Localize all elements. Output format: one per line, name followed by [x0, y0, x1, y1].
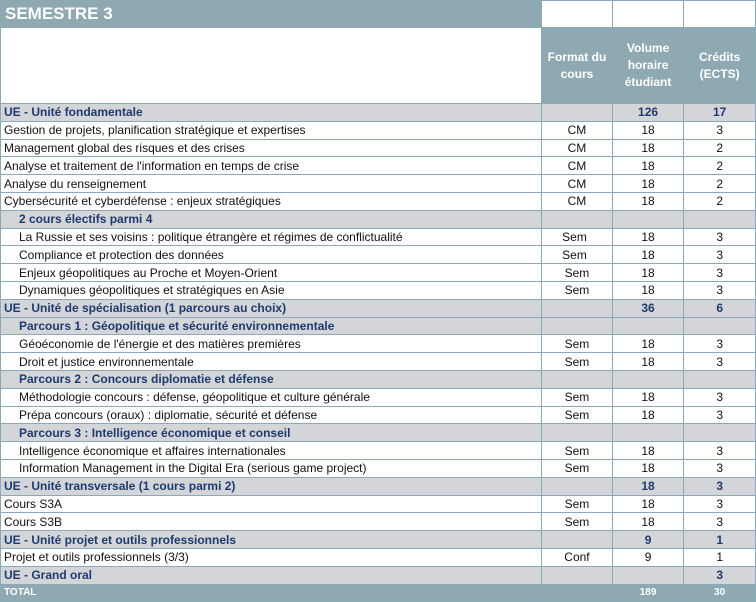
format-cell [542, 566, 613, 584]
format-cell: Sem [542, 513, 613, 531]
ue-row [1, 566, 756, 584]
format-cell: CM [542, 175, 613, 193]
course-row [1, 548, 756, 566]
total-row [1, 584, 756, 601]
row-label: La Russie et ses voisins : politique étrangère et régimes de conflictualité [1, 228, 542, 246]
course-row [1, 157, 756, 175]
credits-cell: 3 [684, 281, 756, 299]
row-label: Droit et justice environnementale [1, 353, 542, 371]
format-cell: CM [542, 121, 613, 139]
volume-cell: 18 [612, 228, 684, 246]
credits-cell: 3 [684, 121, 756, 139]
subheading-row [1, 317, 756, 335]
row-label: Cours S3A [1, 495, 542, 513]
row-label: UE - Unité transversale (1 cours parmi 2) [1, 477, 542, 495]
total-credits: 30 [684, 584, 756, 601]
credits-cell: 3 [684, 228, 756, 246]
row-label: UE - Grand oral [1, 566, 542, 584]
subheading-row [1, 370, 756, 388]
volume-cell: 9 [612, 548, 684, 566]
ue-row [1, 104, 756, 122]
format-cell: CM [542, 139, 613, 157]
total-volume: 189 [612, 584, 684, 601]
row-label: UE - Unité fondamentale [1, 104, 542, 122]
format-cell [542, 317, 613, 335]
row-label: Analyse du renseignement [1, 175, 542, 193]
format-cell: Sem [542, 459, 613, 477]
course-row [1, 513, 756, 531]
subheading-row [1, 210, 756, 228]
volume-cell: 18 [612, 157, 684, 175]
volume-cell: 18 [612, 264, 684, 282]
credits-cell: 1 [684, 548, 756, 566]
volume-column-header: Volume horaire étudiant [612, 28, 684, 104]
credits-cell: 3 [684, 406, 756, 424]
row-label: Méthodologie concours : défense, géopolitique et culture générale [1, 388, 542, 406]
format-cell: CM [542, 157, 613, 175]
volume-cell: 9 [612, 531, 684, 549]
volume-cell: 18 [612, 442, 684, 460]
volume-cell: 18 [612, 495, 684, 513]
row-label: Parcours 1 : Géopolitique et sécurité environnementale [1, 317, 542, 335]
volume-cell [612, 424, 684, 442]
volume-cell [612, 370, 684, 388]
format-cell: Sem [542, 246, 613, 264]
ue-row [1, 531, 756, 549]
row-label: Prépa concours (oraux) : diplomatie, sécurité et défense [1, 406, 542, 424]
format-cell: Sem [542, 228, 613, 246]
volume-cell: 18 [612, 353, 684, 371]
volume-cell: 18 [612, 406, 684, 424]
credits-cell: 2 [684, 175, 756, 193]
volume-cell: 18 [612, 335, 684, 353]
total-format [542, 584, 613, 601]
elective-row [1, 406, 756, 424]
row-label: 2 cours électifs parmi 4 [1, 210, 542, 228]
volume-cell: 18 [612, 513, 684, 531]
volume-cell: 36 [612, 299, 684, 317]
course-row [1, 121, 756, 139]
row-label: Dynamiques géopolitiques et stratégiques en Asie [1, 281, 542, 299]
row-label: Intelligence économique et affaires internationales [1, 442, 542, 460]
elective-row [1, 246, 756, 264]
credits-cell: 3 [684, 459, 756, 477]
row-label: Information Management in the Digital Era (serious game project) [1, 459, 542, 477]
format-cell: Sem [542, 264, 613, 282]
subheading-row [1, 424, 756, 442]
volume-cell: 18 [612, 477, 684, 495]
row-label: Parcours 2 : Concours diplomatie et défense [1, 370, 542, 388]
credits-cell: 3 [684, 264, 756, 282]
row-label: Projet et outils professionnels (3/3) [1, 548, 542, 566]
credits-cell: 6 [684, 299, 756, 317]
format-cell [542, 424, 613, 442]
volume-cell: 18 [612, 175, 684, 193]
format-cell [542, 210, 613, 228]
elective-row [1, 442, 756, 460]
format-cell: Sem [542, 281, 613, 299]
credits-cell: 3 [684, 388, 756, 406]
volume-cell: 18 [612, 281, 684, 299]
elective-row [1, 459, 756, 477]
credits-column-header: Crédits (ECTS) [684, 28, 756, 104]
semester-title-row [1, 1, 756, 28]
format-cell [542, 104, 613, 122]
credits-cell [684, 210, 756, 228]
format-cell [542, 299, 613, 317]
elective-row [1, 228, 756, 246]
credits-cell: 3 [684, 246, 756, 264]
format-cell: Sem [542, 442, 613, 460]
credits-cell: 3 [684, 477, 756, 495]
course-row [1, 495, 756, 513]
row-label: Compliance et protection des données [1, 246, 542, 264]
row-label: Enjeux géopolitiques au Proche et Moyen-Orient [1, 264, 542, 282]
course-row [1, 175, 756, 193]
credits-cell [684, 370, 756, 388]
credits-cell: 2 [684, 157, 756, 175]
volume-cell [612, 317, 684, 335]
credits-cell: 2 [684, 139, 756, 157]
format-cell: CM [542, 192, 613, 210]
semester-title: SEMESTRE 3 [1, 1, 542, 28]
format-cell: Sem [542, 353, 613, 371]
ue-row [1, 299, 756, 317]
credits-cell: 17 [684, 104, 756, 122]
row-label: UE - Unité projet et outils professionnels [1, 531, 542, 549]
credits-cell: 3 [684, 566, 756, 584]
format-cell [542, 477, 613, 495]
volume-cell: 18 [612, 139, 684, 157]
credits-cell: 3 [684, 513, 756, 531]
format-column-header: Format du cours [542, 28, 613, 104]
row-label: Parcours 3 : Intelligence économique et conseil [1, 424, 542, 442]
row-label: Cours S3B [1, 513, 542, 531]
volume-cell [612, 566, 684, 584]
format-cell: Sem [542, 335, 613, 353]
volume-cell: 18 [612, 192, 684, 210]
elective-row [1, 353, 756, 371]
credits-cell: 3 [684, 442, 756, 460]
course-row [1, 139, 756, 157]
column-header-row [1, 28, 756, 104]
elective-row [1, 388, 756, 406]
format-cell: Conf [542, 548, 613, 566]
total-label: TOTAL [1, 584, 542, 601]
format-cell: Sem [542, 388, 613, 406]
row-label: Analyse et traitement de l'information en temps de crise [1, 157, 542, 175]
volume-cell: 18 [612, 459, 684, 477]
volume-cell: 18 [612, 246, 684, 264]
row-label: UE - Unité de spécialisation (1 parcours au choix) [1, 299, 542, 317]
format-cell: Sem [542, 495, 613, 513]
volume-cell: 18 [612, 388, 684, 406]
credits-cell [684, 424, 756, 442]
format-cell: Sem [542, 406, 613, 424]
row-label: Cybersécurité et cyberdéfense : enjeux stratégiques [1, 192, 542, 210]
elective-row [1, 264, 756, 282]
format-cell [542, 370, 613, 388]
volume-cell: 126 [612, 104, 684, 122]
credits-cell: 3 [684, 353, 756, 371]
credits-cell: 1 [684, 531, 756, 549]
credits-cell [684, 317, 756, 335]
course-row [1, 192, 756, 210]
credits-cell: 3 [684, 495, 756, 513]
volume-cell: 18 [612, 121, 684, 139]
row-label: Géoéconomie de l'énergie et des matières premières [1, 335, 542, 353]
credits-cell: 2 [684, 192, 756, 210]
ue-row [1, 477, 756, 495]
elective-row [1, 335, 756, 353]
volume-cell [612, 210, 684, 228]
row-label: Gestion de projets, planification stratégique et expertises [1, 121, 542, 139]
format-cell [542, 531, 613, 549]
row-label: Management global des risques et des crises [1, 139, 542, 157]
elective-row [1, 281, 756, 299]
credits-cell: 3 [684, 335, 756, 353]
